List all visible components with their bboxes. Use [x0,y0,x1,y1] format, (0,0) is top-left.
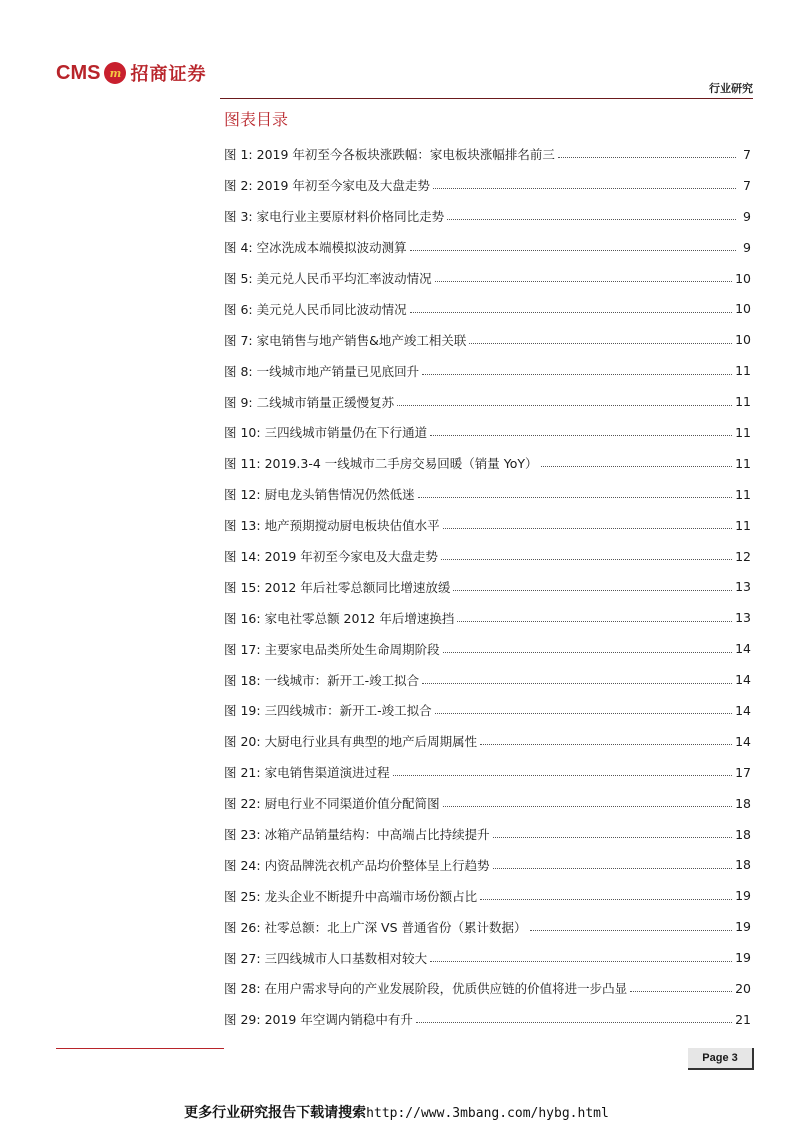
toc-entry-title: 二线城市销量正缓慢复苏 [256,394,395,410]
toc-leader-dots [416,1021,732,1023]
toc-entry[interactable] [224,602,751,633]
toc-entry-title: 家电销售与地产销售&地产竣工相关联 [256,332,467,348]
toc-entry-title: 在用户需求导向的产业发展阶段，优质供应链的价值将进一步凸显 [264,981,628,997]
toc-entry-page: 18 [735,857,751,873]
toc-entry[interactable] [224,819,751,850]
toc-entry-label: 图 9: [224,394,253,410]
toc-entry-page: 17 [735,764,751,780]
toc-leader-dots [435,712,733,714]
toc-entry[interactable] [224,942,751,973]
toc-entry-label: 图 23: [224,827,261,843]
toc-entry-title: 空冰洗成本端模拟波动测算 [256,240,407,256]
toc-entry[interactable] [224,695,751,726]
toc-entry[interactable] [224,479,751,510]
toc-entry-title: 冰箱产品销量结构：中高端占比持续提升 [264,827,490,843]
header-divider [220,98,753,99]
toc-entry-page: 11 [735,363,751,379]
toc-entry[interactable] [224,757,751,788]
toc-leader-dots [480,898,732,900]
toc-entry[interactable] [224,633,751,664]
toc-entry-page: 13 [735,579,751,595]
toc-leader-dots [469,342,732,344]
toc-entry-label: 图 26: [224,919,261,935]
toc-entry-title: 2019.3-4 一线城市二手房交易回暖（销量 YoY） [264,456,538,472]
toc-entry-title: 大厨电行业具有典型的地产后周期属性 [264,734,478,750]
toc-leader-dots [530,929,733,931]
toc-entry-page: 19 [735,950,751,966]
toc-leader-dots [433,187,736,189]
toc-entry-label: 图 3: [224,209,253,225]
toc-entry-label: 图 28: [224,981,261,997]
toc-leader-dots [435,280,732,282]
toc-entry-label: 图 12: [224,487,261,503]
toc-entry-title: 2012 年后社零总额同比增速放缓 [264,579,451,595]
toc-leader-dots [447,218,736,220]
toc-entry-page: 14 [735,641,751,657]
toc-entry-page: 19 [735,888,751,904]
toc-entry[interactable] [224,417,751,448]
toc-entry[interactable] [224,232,751,263]
toc-entry-page: 19 [735,919,751,935]
toc-entry-label: 图 24: [224,857,261,873]
toc-leader-dots [541,465,733,467]
toc-entry-title: 主要家电品类所处生命周期阶段 [264,641,440,657]
toc-entry-title: 美元兑人民币平均汇率波动情况 [256,271,432,286]
toc-entry[interactable] [224,726,751,757]
banner-link[interactable]: http://www.3mbang.com/hybg.html [366,1106,609,1121]
toc-leader-dots [558,156,736,158]
toc-entry-label: 图 7: [224,332,253,348]
toc-entry-title: 三四线城市人口基数相对较大 [264,950,428,966]
toc-entry-page: 7 [743,146,751,162]
toc-entry-label: 图 14: [224,549,261,565]
toc-entry-page: 20 [735,980,751,996]
toc-entry[interactable] [224,788,751,819]
toc-entry[interactable] [224,510,751,541]
toc-leader-dots [393,774,733,776]
toc-entry-title: 厨电龙头销售情况仍然低迷 [264,487,415,503]
toc-entry[interactable] [224,973,751,1004]
page-header [0,0,793,100]
toc-entry-label: 图 11: [224,456,261,472]
toc-entry-title: 家电销售渠道演进过程 [264,765,390,781]
toc-entry[interactable] [224,849,751,880]
toc-leader-dots [422,682,732,684]
toc-leader-dots [443,527,733,529]
toc-entry-page: 14 [735,672,751,688]
logo-mark-glyph: m [109,66,122,80]
toc-entry-label: 图 19: [224,703,261,719]
toc-entry-title: 一线城市地产销量已见底回升 [256,363,420,379]
toc-entry-title: 社零总额：北上广深 VS 普通省份（累计数据） [264,919,527,935]
page-number: Page 3 [688,1048,754,1070]
toc-leader-dots [410,249,736,251]
toc-entry-title: 2019 年初至今各板块涨跌幅：家电板块涨幅排名前三 [256,147,555,163]
toc-entry[interactable] [224,170,751,201]
toc-entry-label: 图 18: [224,672,261,688]
report-category: 行业研究 [709,82,753,95]
toc-entry[interactable] [224,541,751,572]
toc-entry-label: 图 10: [224,425,261,441]
toc-entry-page: 11 [735,486,751,502]
toc-leader-dots [430,434,732,436]
toc-entry-title: 家电行业主要原材料价格同比走势 [256,209,445,225]
toc-entry-label: 图 1: [224,147,253,163]
toc-leader-dots [457,620,732,622]
toc-entry-title: 地产预期搅动厨电板块估值水平 [264,518,440,534]
toc-entry-page: 11 [735,394,751,410]
toc-entry-title: 家电社零总额 2012 年后增速换挡 [264,610,455,626]
toc-leader-dots [397,404,732,406]
toc-entry[interactable] [224,880,751,911]
toc-entry-label: 图 8: [224,363,253,379]
toc-leader-dots [480,743,732,745]
toc-leader-dots [418,496,733,498]
toc-list [224,139,751,1035]
logo-latin-text: CMS [56,61,101,84]
toc-entry[interactable] [224,571,751,602]
toc-entry-page: 9 [743,208,751,224]
toc-entry-title: 2019 年初至今家电及大盘走势 [264,549,438,565]
toc-entry-page: 11 [735,455,751,471]
toc-entry-label: 图 6: [224,301,253,317]
toc-leader-dots [493,867,733,869]
toc-leader-dots [430,960,732,962]
toc-entry[interactable] [224,324,751,355]
toc-title: 图表目录 [224,110,289,129]
toc-entry[interactable] [224,201,751,232]
toc-entry-page: 10 [735,270,751,286]
toc-entry-title: 一线城市：新开工-竣工拟合 [264,672,420,688]
toc-entry-label: 图 25: [224,888,261,904]
toc-entry-page: 12 [735,548,751,564]
toc-entry[interactable] [224,139,751,170]
toc-entry-page: 9 [743,239,751,255]
toc-entry-label: 图 2: [224,178,253,194]
toc-entry-title: 2019 年初至今家电及大盘走势 [256,178,430,194]
toc-entry-label: 图 22: [224,796,261,812]
toc-entry[interactable] [224,293,751,324]
toc-entry[interactable] [224,1004,751,1035]
toc-entry-label: 图 15: [224,579,261,595]
toc-entry-title: 三四线城市：新开工-竣工拟合 [264,703,432,719]
toc-entry-label: 图 16: [224,610,261,626]
toc-entry-page: 11 [735,424,751,440]
toc-entry-page: 21 [735,1011,751,1027]
toc-entry-page: 10 [735,301,751,317]
toc-entry[interactable] [224,448,751,479]
toc-entry-title: 内资品牌洗衣机产品均价整体呈上行趋势 [264,857,490,873]
toc-entry[interactable] [224,664,751,695]
toc-entry-page: 7 [743,177,751,193]
toc-entry-label: 图 5: [224,271,253,286]
toc-entry-title: 龙头企业不断提升中高端市场份额占比 [264,888,478,904]
toc-entry-label: 图 17: [224,641,261,657]
toc-entry-page: 11 [735,517,751,533]
toc-entry-label: 图 4: [224,240,253,256]
toc-entry[interactable] [224,263,751,294]
toc-leader-dots [493,836,733,838]
company-logo [56,60,206,86]
toc-entry-title: 2019 年空调内销稳中有升 [264,1012,413,1028]
logo-chinese-text: 招商证券 [130,64,207,85]
toc-entry-page: 14 [735,702,751,718]
toc-entry-page: 10 [735,332,751,348]
banner-text: 更多行业研究报告下载请搜索 [184,1105,367,1121]
toc-leader-dots [443,805,733,807]
toc-entry[interactable] [224,355,751,386]
toc-entry-title: 三四线城市销量仍在下行通道 [264,425,428,441]
toc-entry-label: 图 27: [224,950,261,966]
logo-emblem-icon [104,62,126,84]
toc-leader-dots [443,651,733,653]
toc-entry[interactable] [224,911,751,942]
toc-entry-label: 图 21: [224,765,261,781]
toc-entry[interactable] [224,386,751,417]
download-banner [0,1102,793,1122]
toc-entry-page: 18 [735,826,751,842]
toc-entry-page: 18 [735,795,751,811]
toc-leader-dots [410,311,732,313]
toc-entry-title: 厨电行业不同渠道价值分配简图 [264,796,440,812]
toc-entry-page: 13 [735,610,751,626]
toc-entry-label: 图 20: [224,734,261,750]
toc-leader-dots [630,990,732,992]
toc-entry-title: 美元兑人民币同比波动情况 [256,301,407,317]
toc-leader-dots [441,558,732,560]
toc-leader-dots [453,589,732,591]
toc-entry-page: 14 [735,733,751,749]
toc-entry-label: 图 13: [224,518,261,534]
footnote-divider [56,1048,224,1049]
toc-entry-label: 图 29: [224,1012,261,1028]
toc-leader-dots [422,373,732,375]
